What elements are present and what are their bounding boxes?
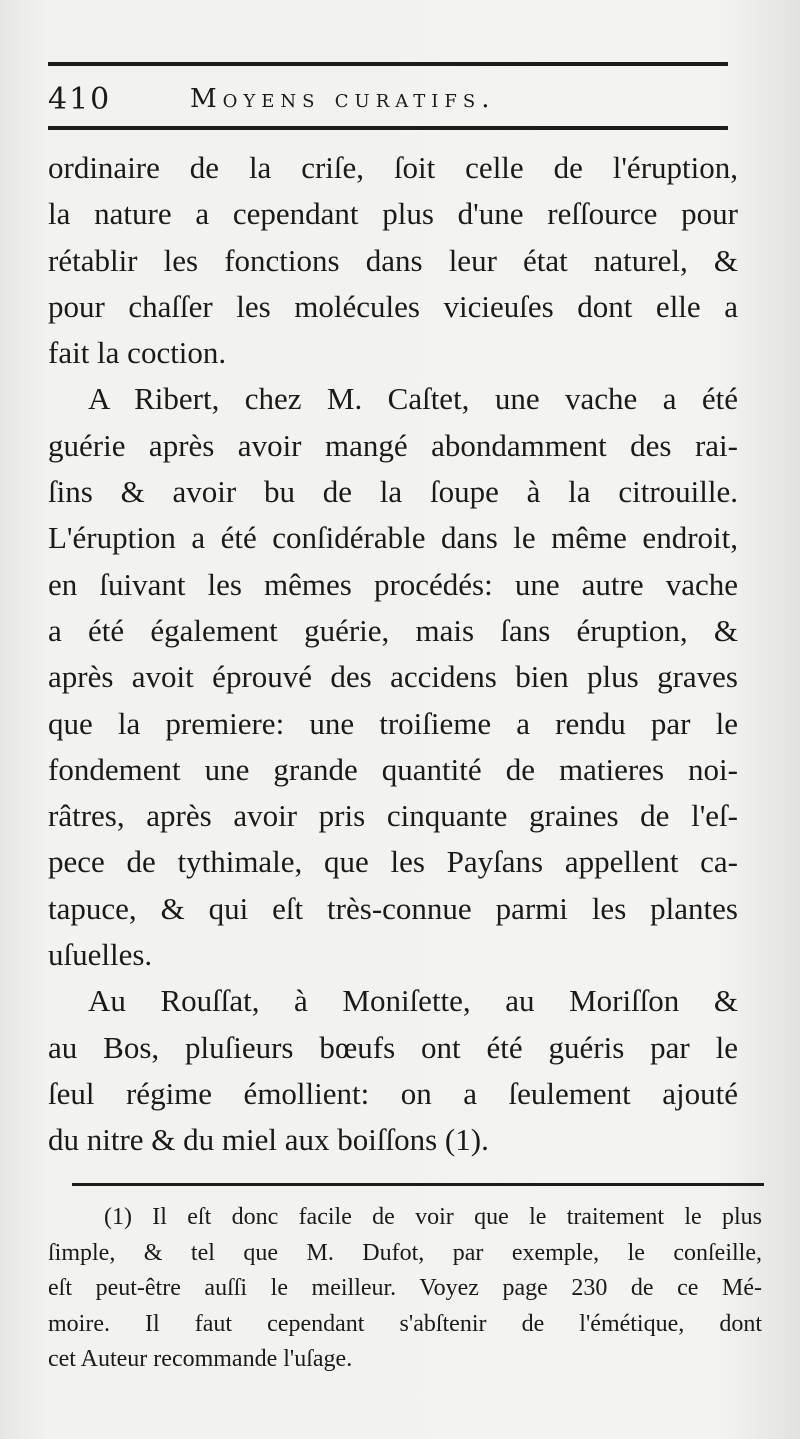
footnote-line: eſt peut-être auſſi le meilleur. Voyez page 230 de ce Mé- [48, 1275, 762, 1301]
footnote-line: moire. Il faut cependant s'abſtenir de l'émétique, dont [48, 1310, 762, 1337]
body-line: uſuelles. [48, 937, 153, 973]
page-header [48, 74, 728, 122]
body-line: du nitre & du miel aux boiſſons (1). [48, 1122, 489, 1158]
body-line: ordinaire de la criſe, ſoit celle de l'éruption, [48, 150, 738, 185]
footnote-line: cet Auteur recommande l'uſage. [48, 1346, 353, 1372]
paragraph-start-line: A Ribert, chez M. Caſtet, une vache a été [88, 381, 738, 417]
body-line: fondement une grande quantité de matieres noi- [48, 751, 738, 787]
body-line: fait la coction. [48, 335, 227, 371]
body-line: que la premiere: une troiſieme a rendu par le [48, 705, 738, 741]
body-line: guérie après avoir mangé abondamment des rai- [48, 427, 738, 463]
body-line: pece de tythimale, que les Payſans appellent ca- [48, 844, 738, 880]
body-line: pour chaſſer les molécules vicieuſes dont elle a [48, 288, 738, 324]
body-line: la nature a cependant plus d'une reſſource pour [48, 196, 738, 232]
body-line: au Bos, pluſieurs bœufs ont été guéris par le [48, 1029, 738, 1065]
page-number: 410 [48, 82, 112, 117]
body-line: râtres, après avoir pris cinquante graines de l'eſ- [48, 798, 738, 834]
body-line: L'éruption a été conſidérable dans le même endroit, [48, 520, 738, 556]
footnote-rule [72, 1183, 764, 1186]
footnote [48, 1200, 762, 1378]
body-text [48, 145, 738, 1164]
body-line: tapuce, & qui eſt très-connue parmi les plantes [48, 890, 738, 926]
header-bottom-rule [48, 126, 728, 130]
header-top-rule [48, 62, 728, 66]
body-line: en ſuivant les mêmes procédés: une autre vache [48, 566, 738, 602]
paragraph-start-line: Au Rouſſat, à Moniſette, au Moriſſon & [88, 983, 738, 1019]
footnote-line: ſimple, & tel que M. Dufot, par exemple, le conſeille, [48, 1239, 762, 1266]
footnote-line: (1) Il eſt donc facile de voir que le traitement le plus [104, 1204, 762, 1230]
running-title: Moyens curatifs. [190, 84, 496, 114]
body-line: ſins & avoir bu de la ſoupe à la citrouille. [48, 474, 738, 510]
body-line: ſeul régime émollient: on a ſeulement ajouté [48, 1075, 738, 1111]
body-line: après avoit éprouvé des accidens bien plus graves [48, 659, 738, 695]
body-line: a été également guérie, mais ſans éruption, & [48, 612, 738, 648]
body-line: rétablir les fonctions dans leur état naturel, & [48, 242, 738, 278]
